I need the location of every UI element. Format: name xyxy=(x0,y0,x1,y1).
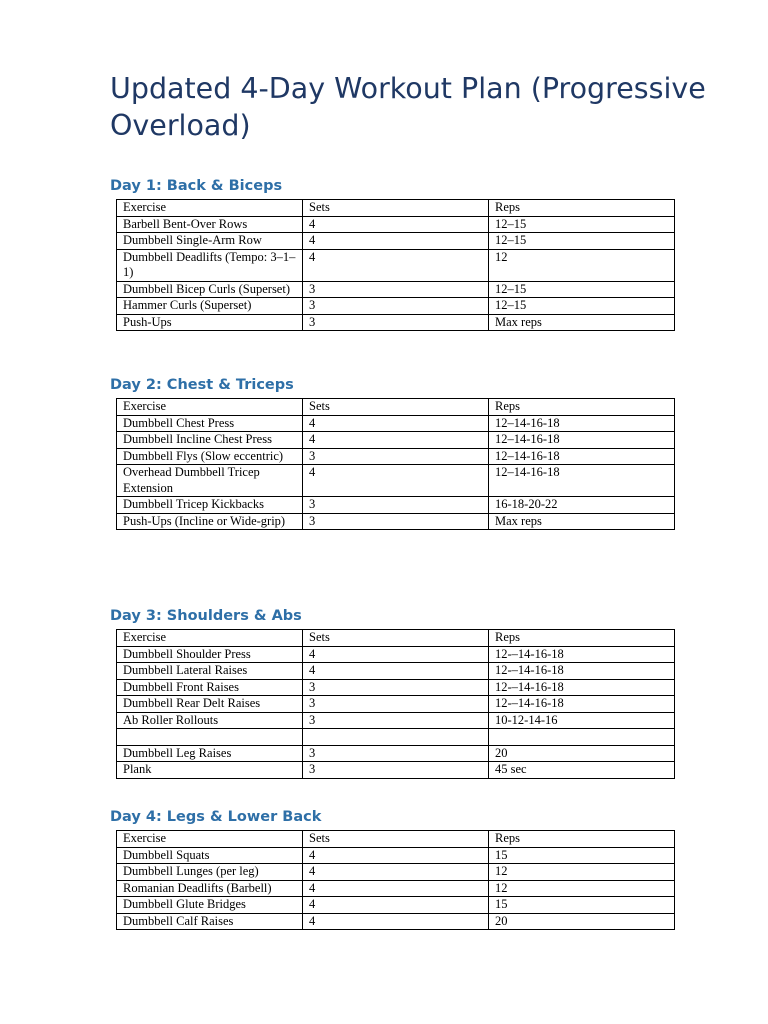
sets-cell: 3 xyxy=(303,448,489,465)
header-cell: Exercise xyxy=(117,399,303,416)
sets-cell: 4 xyxy=(303,847,489,864)
reps-cell: 20 xyxy=(489,913,675,930)
header-cell: Reps xyxy=(489,399,675,416)
sets-cell: 3 xyxy=(303,281,489,298)
reps-cell: 12 xyxy=(489,864,675,881)
day-1-table xyxy=(116,199,675,331)
exercise-cell: Plank xyxy=(117,762,303,779)
table-row xyxy=(117,448,675,465)
header-cell: Exercise xyxy=(117,200,303,217)
sets-cell: 3 xyxy=(303,679,489,696)
header-cell: Reps xyxy=(489,200,675,217)
table-row xyxy=(117,465,675,497)
empty-table-row xyxy=(117,729,675,746)
table-row xyxy=(117,679,675,696)
day-3-table xyxy=(116,629,675,779)
reps-cell: 12-–14-16-18 xyxy=(489,679,675,696)
exercise-cell: Dumbbell Single-Arm Row xyxy=(117,233,303,250)
exercise-cell: Dumbbell Glute Bridges xyxy=(117,897,303,914)
day-2-heading: Day 2: Chest & Triceps xyxy=(110,377,294,393)
exercise-cell: Dumbbell Lunges (per leg) xyxy=(117,864,303,881)
header-cell: Exercise xyxy=(117,831,303,848)
sets-cell: 4 xyxy=(303,233,489,250)
reps-cell: Max reps xyxy=(489,513,675,530)
reps-cell: 12–14-16-18 xyxy=(489,415,675,432)
table-row xyxy=(117,298,675,315)
sets-cell: 4 xyxy=(303,864,489,881)
table-row xyxy=(117,864,675,881)
sets-cell: 3 xyxy=(303,745,489,762)
exercise-cell: Hammer Curls (Superset) xyxy=(117,298,303,315)
header-cell: Sets xyxy=(303,630,489,647)
sets-cell: 4 xyxy=(303,646,489,663)
exercise-cell: Dumbbell Incline Chest Press xyxy=(117,432,303,449)
sets-cell: 4 xyxy=(303,880,489,897)
table-header-row xyxy=(117,630,675,647)
exercise-cell: Dumbbell Tricep Kickbacks xyxy=(117,497,303,514)
reps-cell: 12-–14-16-18 xyxy=(489,696,675,713)
table-header-row xyxy=(117,831,675,848)
table-header-row xyxy=(117,399,675,416)
reps-cell: 12 xyxy=(489,880,675,897)
table-row xyxy=(117,415,675,432)
document-title: Updated 4-Day Workout Plan (Progressive Overload) xyxy=(110,72,706,142)
sets-cell: 3 xyxy=(303,712,489,729)
sets-cell: 4 xyxy=(303,465,489,497)
reps-cell: 12-–14-16-18 xyxy=(489,663,675,680)
day-1-heading: Day 1: Back & Biceps xyxy=(110,178,283,194)
table-row xyxy=(117,314,675,331)
sets-cell: 4 xyxy=(303,432,489,449)
sets-cell: 4 xyxy=(303,913,489,930)
sets-cell: 4 xyxy=(303,897,489,914)
header-cell: Exercise xyxy=(117,630,303,647)
reps-cell: 15 xyxy=(489,847,675,864)
header-cell: Sets xyxy=(303,200,489,217)
reps-cell: 10-12-14-16 xyxy=(489,712,675,729)
exercise-cell: Dumbbell Flys (Slow eccentric) xyxy=(117,448,303,465)
header-cell: Sets xyxy=(303,831,489,848)
table-row xyxy=(117,913,675,930)
table-row xyxy=(117,216,675,233)
reps-cell: 12–14-16-18 xyxy=(489,448,675,465)
exercise-cell: Overhead Dumbbell Tricep Extension xyxy=(117,465,303,497)
reps-cell: 12–15 xyxy=(489,281,675,298)
sets-cell: 3 xyxy=(303,696,489,713)
exercise-cell xyxy=(117,729,303,746)
reps-cell: 12–14-16-18 xyxy=(489,465,675,497)
exercise-cell: Dumbbell Lateral Raises xyxy=(117,663,303,680)
table-row xyxy=(117,897,675,914)
day-4-table xyxy=(116,830,675,930)
reps-cell: 12–15 xyxy=(489,298,675,315)
day-4-heading: Day 4: Legs & Lower Back xyxy=(110,809,322,825)
table-row xyxy=(117,249,675,281)
reps-cell: 16-18-20-22 xyxy=(489,497,675,514)
table-row xyxy=(117,497,675,514)
reps-cell: 45 sec xyxy=(489,762,675,779)
table-row xyxy=(117,745,675,762)
exercise-cell: Dumbbell Shoulder Press xyxy=(117,646,303,663)
reps-cell: 20 xyxy=(489,745,675,762)
sets-cell: 4 xyxy=(303,216,489,233)
reps-cell: 12–15 xyxy=(489,233,675,250)
sets-cell: 3 xyxy=(303,762,489,779)
exercise-cell: Dumbbell Chest Press xyxy=(117,415,303,432)
exercise-cell: Barbell Bent-Over Rows xyxy=(117,216,303,233)
sets-cell: 4 xyxy=(303,415,489,432)
sets-cell: 3 xyxy=(303,497,489,514)
sets-cell: 4 xyxy=(303,663,489,680)
header-cell: Sets xyxy=(303,399,489,416)
exercise-cell: Dumbbell Bicep Curls (Superset) xyxy=(117,281,303,298)
day-2-table xyxy=(116,398,675,530)
exercise-cell: Dumbbell Deadlifts (Tempo: 3–1–1) xyxy=(117,249,303,281)
sets-cell: 3 xyxy=(303,314,489,331)
exercise-cell: Dumbbell Rear Delt Raises xyxy=(117,696,303,713)
exercise-cell: Dumbbell Calf Raises xyxy=(117,913,303,930)
header-cell: Reps xyxy=(489,630,675,647)
table-header-row xyxy=(117,200,675,217)
sets-cell: 3 xyxy=(303,298,489,315)
reps-cell: 12-–14-16-18 xyxy=(489,646,675,663)
exercise-cell: Ab Roller Rollouts xyxy=(117,712,303,729)
table-row xyxy=(117,663,675,680)
table-row xyxy=(117,646,675,663)
table-row xyxy=(117,696,675,713)
exercise-cell: Dumbbell Front Raises xyxy=(117,679,303,696)
sets-cell xyxy=(303,729,489,746)
reps-cell: 12–14-16-18 xyxy=(489,432,675,449)
exercise-cell: Dumbbell Leg Raises xyxy=(117,745,303,762)
reps-cell xyxy=(489,729,675,746)
exercise-cell: Dumbbell Squats xyxy=(117,847,303,864)
table-row xyxy=(117,513,675,530)
table-row xyxy=(117,712,675,729)
table-row xyxy=(117,432,675,449)
table-row xyxy=(117,233,675,250)
reps-cell: 12 xyxy=(489,249,675,281)
header-cell: Reps xyxy=(489,831,675,848)
exercise-cell: Romanian Deadlifts (Barbell) xyxy=(117,880,303,897)
table-row xyxy=(117,880,675,897)
exercise-cell: Push-Ups (Incline or Wide-grip) xyxy=(117,513,303,530)
reps-cell: 12–15 xyxy=(489,216,675,233)
table-row xyxy=(117,762,675,779)
sets-cell: 4 xyxy=(303,249,489,281)
sets-cell: 3 xyxy=(303,513,489,530)
reps-cell: 15 xyxy=(489,897,675,914)
table-row xyxy=(117,281,675,298)
reps-cell: Max reps xyxy=(489,314,675,331)
table-row xyxy=(117,847,675,864)
day-3-heading: Day 3: Shoulders & Abs xyxy=(110,608,302,624)
exercise-cell: Push-Ups xyxy=(117,314,303,331)
